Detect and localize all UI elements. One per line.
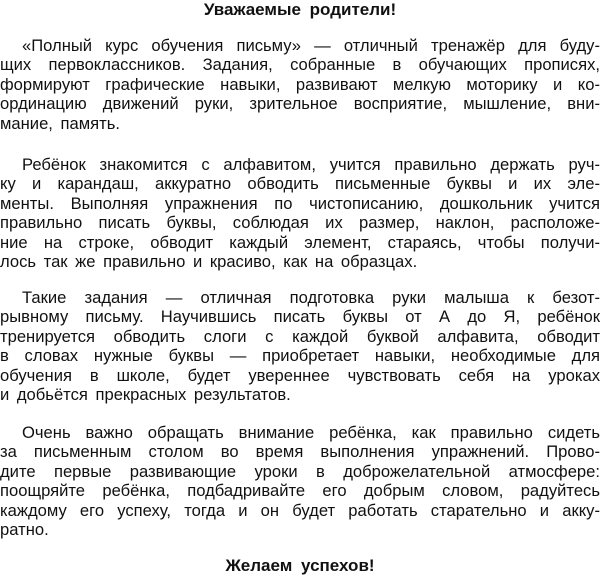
- closing-wish: Желаем успехов!: [225, 556, 375, 575]
- text-line: рывному письму. Научившись писать буквы от А до Я, ребёнок: [0, 307, 600, 327]
- paragraph-2: [0, 155, 600, 271]
- text-line: формируют графические навыки, развивают мелкую моторику и ко-: [0, 74, 600, 94]
- text-line: ратно.: [0, 519, 49, 539]
- text-line: менты. Выполняя упражнения по чистописанию, дошкольник учится: [0, 193, 600, 213]
- paragraph-3: [0, 288, 600, 404]
- text-line: Очень важно обращать внимание ребёнка, как правильно сидеть: [22, 423, 600, 442]
- text-line: тренируется обводить слоги с каждой буквой алфавита, обводит: [0, 326, 600, 346]
- paragraph-1: [0, 36, 600, 133]
- text-line: каждому его успеху, тогда и он будет работать старательно и акку-: [0, 500, 600, 520]
- paragraph-4: [0, 423, 600, 539]
- text-line: ку и карандаш, аккуратно обводить письменные буквы и их эле-: [0, 174, 600, 194]
- text-line: поощряйте ребёнка, подбадривайте его добрым словом, радуйтесь: [0, 481, 600, 501]
- text-line: Такие задания — отличная подготовка руки малыша к безот-: [22, 288, 600, 307]
- page-heading: Уважаемые родители!: [203, 0, 397, 19]
- text-line: правильно писать буквы, соблюдая их размер, наклон, расположе-: [0, 213, 600, 233]
- text-line: дите первые развивающие уроки в доброжелательной атмосфере:: [0, 461, 600, 481]
- text-line: обучения в школе, будет увереннее чувствовать себя на уроках: [0, 365, 600, 385]
- text-line: щих первоклассников. Задания, собранные в обучающих прописях,: [0, 55, 600, 75]
- text-line: Ребёнок знакомится с алфавитом, учится правильно держать руч-: [22, 155, 600, 174]
- text-line: и добьётся прекрасных результатов.: [0, 384, 291, 404]
- text-line: лось так же правильно и красиво, как на образцах.: [0, 251, 418, 271]
- text-line: ординацию движений руки, зрительное восприятие, мышление, вни-: [0, 94, 600, 114]
- text-line: ние на строке, обводит каждый элемент, стараясь, чтобы получи-: [0, 232, 600, 252]
- text-line: «Полный курс обучения письму» — отличный тренажёр для буду-: [22, 36, 600, 55]
- text-line: за письменным столом во время выполнения упражнений. Прово-: [0, 442, 600, 462]
- text-line: в словах нужные буквы — приобретает навыки, необходимые для: [0, 346, 600, 366]
- text-line: мание, память.: [0, 113, 120, 133]
